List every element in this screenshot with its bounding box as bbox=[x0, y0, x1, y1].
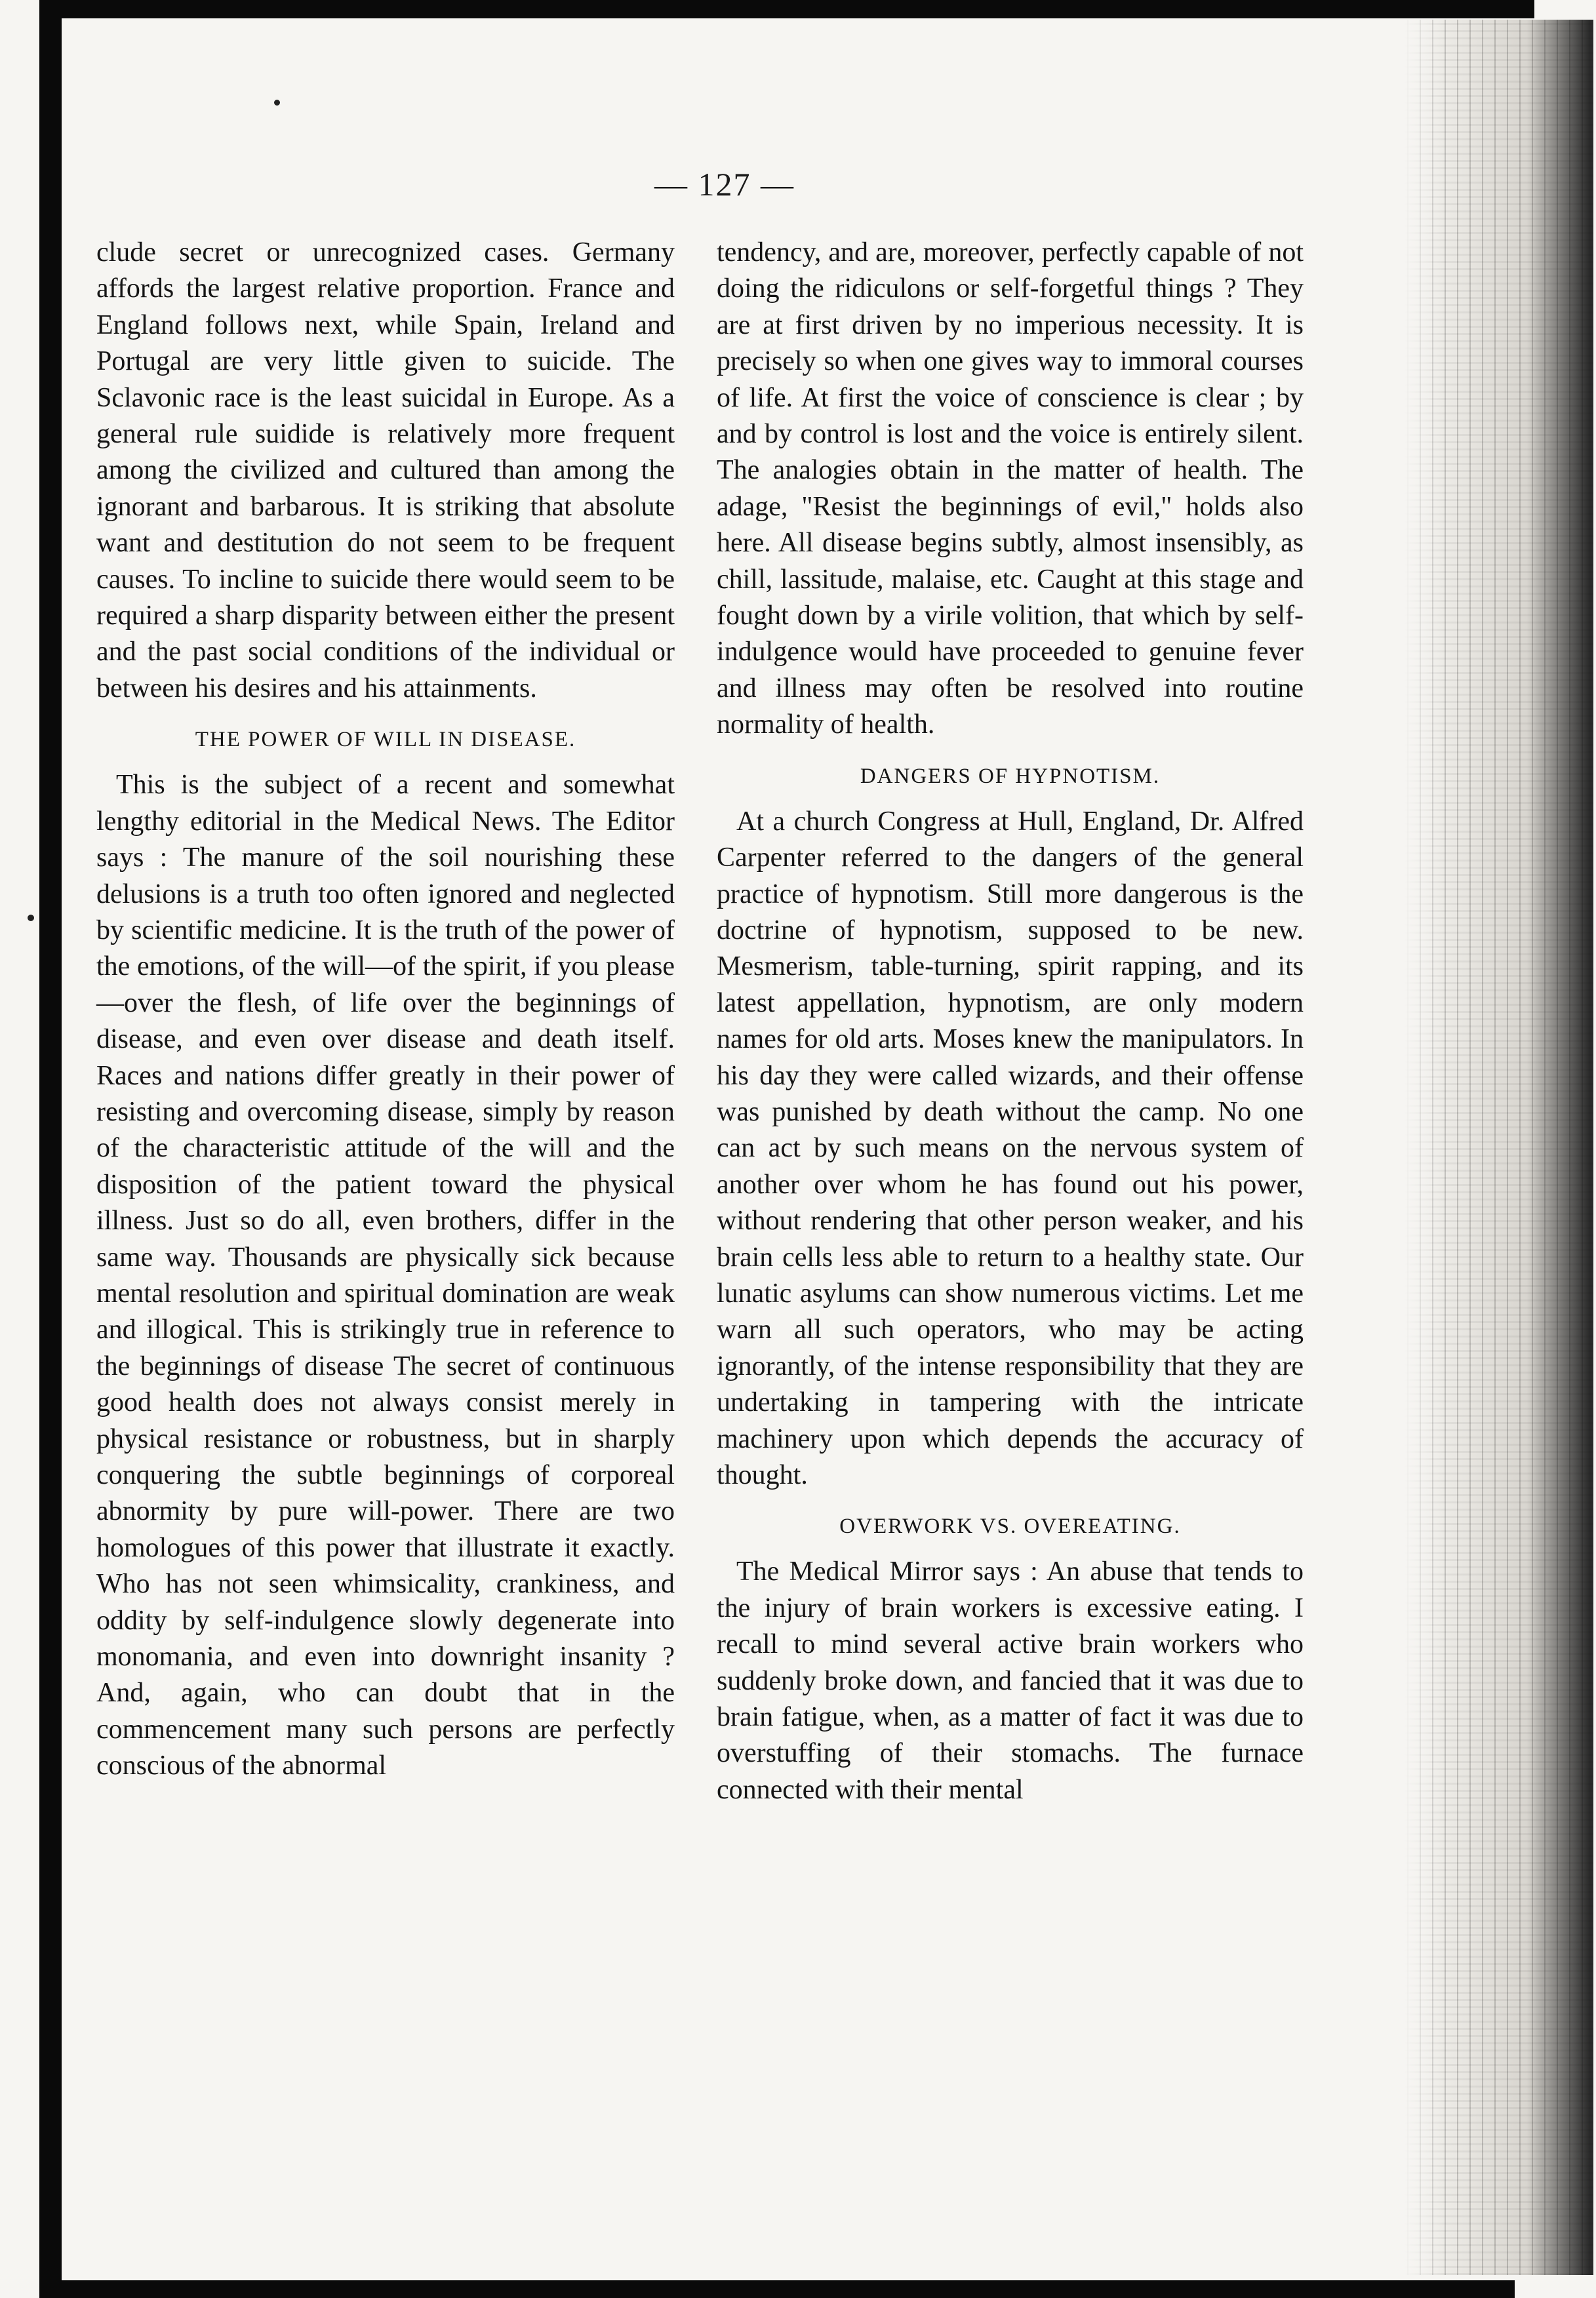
section-heading-hypnotism: DANGERS OF HYPNOTISM. bbox=[860, 764, 1161, 788]
speck bbox=[274, 100, 280, 106]
speck bbox=[28, 915, 34, 921]
section-body-overwork: The Medical Mirror says : An abuse that tends to the injury of brain workers is excessive eating. I recall to mind several active brain workers who suddenly broke down, and fancied that it was due to brain fatigue, when, as a matter of fact it was due to overstuffing of their stomachs. The furnace connected with their mental bbox=[717, 1556, 1304, 1805]
scan-border-bottom bbox=[39, 2280, 1515, 2298]
section-heading-overwork: OVERWORK VS. OVEREATING. bbox=[839, 1515, 1181, 1539]
page-number: — 127 — bbox=[654, 166, 795, 203]
left-continuation-text: clude secret or unrecognized cases. Germany affords the largest relative proportion. France and England follows next, while Spain, Ireland and Portugal are very little given to suicide. The Sclavonic race is the least suicidal in Europe. As a general rule suidide is relatively more frequent among the civilized and cultured than among the ignorant and barbarous. It is striking that absolute want and destitution do not seem to be frequent causes. To incline to suicide there would seem to be required a sharp disparity between either the present and the past social conditions of the individual or between his desires and his attainments. bbox=[96, 237, 675, 703]
scan-border-top bbox=[39, 0, 1534, 18]
section-body-will-in-disease: This is the subject of a recent and somewhat lengthy editorial in the Medical News. The Editor says : The manure of the soil nourishing these delusions is a truth too often ignored and neglected by scientific medicine. It is the truth of the power of the emotions, of the will—of the spirit, if you please—over the flesh, of life over the beginnings of disease, and even over disease and death itself. Races and nations differ greatly in their power of resisting and overcoming disease, simply by reason of the characteristic attitude of the will and the disposition of the patient toward the physical illness. Just so do all, even brothers, differ in the same way. Thousands are physically sick because mental resolution and spiritual domination are weak and illogical. This is strikingly true in reference to the beginnings of disease The secret of continuous good health does not always consist merely in physical resistance or robustness, but in sharply conquering the subtle beginnings of corporeal abnormity by pure will-power. There are two homologues of this power that illustrate it exactly. Who has not seen whimsicality, crankiness, and oddity by self-indulgence slowly degenerate into monomania, and even into downright insanity ? And, again, who can doubt that in the commencement many such persons are perfectly conscious of the abnormal bbox=[96, 770, 675, 1781]
right-continuation-text: tendency, and are, moreover, perfectly capable of not doing the ridiculons or self-forgetful things ? They are at first driven by no imperious necessity. It is precisely so when one gives way to immoral courses of life. At first the voice of conscience is clear ; by and by control is lost and the voice is entirely silent. The analogies obtain in the matter of health. The adage, "Resist the beginnings of evil," holds also here. All disease begins subtly, almost insensibly, as chill, lassitude, malaise, etc. Caught at this stage and fought down by a virile volition, that which by self-indulgence would have proceeded to genuine fever and illness may often be resolved into routine normality of health. bbox=[717, 237, 1304, 740]
section-heading-will-in-disease: THE POWER OF WILL IN DISEASE. bbox=[195, 728, 576, 752]
right-column bbox=[717, 235, 1304, 1808]
section-body-hypnotism: At a church Congress at Hull, England, Dr. Alfred Carpenter referred to the dangers of the general practice of hypnotism. Still more dangerous is the doctrine of hypnotism, supposed to be new. Mesmerism, table-turning, spirit rapping, and its latest appellation, hypnotism, are only modern names for old arts. Moses knew the manipulators. In his day they were called wizards, and their offense was punished by death without the camp. No one can act by such means on the nervous system of another over whom he has found out his power, without rendering that other person weaker, and his brain cells less able to return to a healthy state. Our lunatic asylums can show numerous victims. Let me warn all such operators, who may be acting ignorantly, of the intense responsibility that they are undertaking in tampering with the intricate machinery upon which depends the accuracy of thought. bbox=[717, 806, 1304, 1490]
scan-border-left bbox=[39, 0, 62, 2298]
left-column bbox=[96, 235, 675, 1785]
